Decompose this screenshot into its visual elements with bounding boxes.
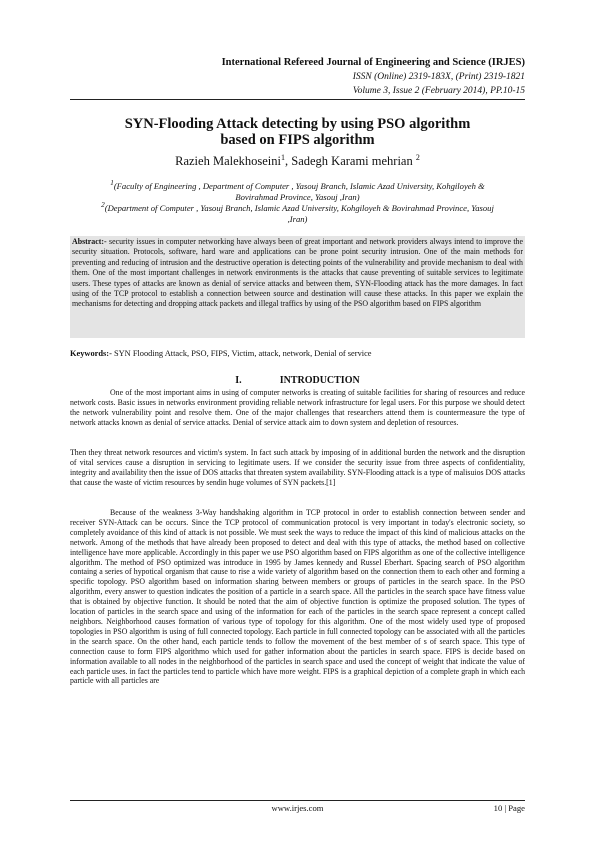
author-2: Sadegh Karami mehrian <box>291 154 413 169</box>
section-heading <box>70 375 525 386</box>
affiliation-2-text: (Department of Computer , Yasouj Branch, Islamic Azad University, Kohgiloyeh & Bovirahmad Province, Yasouj ,Iran) <box>104 202 494 224</box>
footer-url: www.irjes.com <box>271 803 324 813</box>
paragraph-1 <box>70 388 525 428</box>
journal-volume: Volume 3, Issue 2 (February 2014), PP.10-15 <box>352 86 525 96</box>
author-1: Razieh Malekhoseini <box>175 154 281 169</box>
journal-name: International Refereed Journal of Engineering and Science (IRJES) <box>221 57 525 68</box>
paragraph-2-text: Then they threat network resources and victim's system. In fact such attack by imposing of in additional burden the network and the disruption of vital services cause a disruption in servicing to legitimate users. If we consider the security issue from three aspects of confidentiality, integrity and availability then the issue of DOS attacks that threaten system availability. SYN-Flooding attack is a type of malisuios DOS attacks that cause the waste of victim resources by sendin huge volumes of SYN packets.[1] <box>70 448 525 487</box>
footer-divider <box>70 800 525 801</box>
keywords-label: Keywords:- <box>70 349 112 358</box>
keywords-text: SYN Flooding Attack, PSO, FIPS, Victim, attack, network, Denial of service <box>111 349 372 358</box>
author-1-sup: 1 <box>281 153 285 162</box>
affiliation-1-text: (Faculty of Engineering , Department of Computer , Yasouj Branch, Islamic Azad University, Kohgiloyeh & Bovirahmad Province, Yasouj ,Iran) <box>113 180 485 202</box>
affiliation-1-sup: 1 <box>110 179 114 187</box>
abstract-box <box>70 236 525 338</box>
paragraph-3-text: Because of the weakness 3-Way handshaking algorithm in TCP protocol in order to establish connection between sender and receiver SYN-Attack can be occurs. Since the TCP protocol of communication protocol is very important in today's electronic society, so completely avoidance of this kind of attack is not possible. We must seek the ways to reduce the impact of this kind of malicious attacks on the network. Among of the methods that have already been proposed to detect and deal with this type of attacks, the method based on collective intelligence have more applicable. Accordingly in this paper we use PSO algorithm based on FIPS algorithm as one of the collective intelligence algorithm. The method of PSO optimized was introduce in 1995 by James kennedy and Russel Eberhart. Spacing search of PSO algorithm containg a series of hypotical organism that cause to rise a wide variety of algorithm based on the connection them to each other and forming a specific topology. PSO algorithm based on information sharing between members or groups of particles in the search space. In the PSO algorithm, every answer to question indicates the position of a particle in a search space. All the particles in the search space have fitness value that is obtained by objective function. It should be noted that the aim of objective function is optimize the proposed solution. The types of location of particles in the search space and using of the information for each of the particles in the search space represent a concept called neighbors. Neighborhood causes formation of various type of topology for this algorithm. One of the most widely used type of proposed topologies in PSO algorithm is using of full connected topology. Each particle in full connected topology can be associated with all the particles in the search space. On the other hand, each particle tends to follow the movement of the best member of s of search space. This type of connection cause to form FIPS algorithmo which used for gather information about the particles in search space. FIPS is decide based on information available to all nodes in the neighborhood of the particles in search space and used the concept of weight that indicate the value of each particle uses. in fact the particles tend to particle which have more weight. FIPS is a graphical depiction of a complete graph in which each particle with all particles are <box>70 508 525 686</box>
section-title: INTRODUCTION <box>279 375 360 386</box>
paragraph-1-text: One of the most important aims in using of computer networks is creating of suitable facilities for sharing of resources and reduce network costs. Basic issues in networks environment providing reliable network infrastructure for legal users. For this purpose we should detect the network vulnerability point and resolve them. One of the major challenges that researchers attend them is countermeasure the type of network attacks known as denial of service attacks. Denial of service attack aim to down system and depletion of resources. <box>70 388 525 427</box>
paragraph-3 <box>70 508 525 686</box>
keywords <box>70 349 525 358</box>
title-line-2: based on FIPS algorithm <box>220 132 375 148</box>
author-separator: , <box>285 154 292 169</box>
title-line-1: SYN-Flooding Attack detecting by using PSO algorithm <box>124 116 471 132</box>
abstract-label: Abstract:- <box>72 237 107 246</box>
paragraph-2 <box>70 448 525 488</box>
author-2-sup: 2 <box>415 153 420 162</box>
journal-issn: ISSN (Online) 2319-183X, (Print) 2319-1821 <box>352 72 525 82</box>
affiliation-2 <box>95 200 500 225</box>
paper-title <box>70 116 525 148</box>
author-list <box>70 153 525 169</box>
section-number: I. <box>235 375 242 386</box>
header-divider <box>70 99 525 100</box>
affiliation-2-sup: 2 <box>101 201 105 209</box>
footer-page-number: 10 | Page <box>493 803 525 813</box>
abstract-text: security issues in computer networking have always been of great important and network providers always intend to improve the security situation. Protocols, software, hard ware and applications can be prone point security intrusion. One of the main methods for preventing and reducing of intrusion and the destructive operation is detecting points of the vulnerability and provide mechanism to deal with them. One of the most important challenges in network environments is the attacks that cause preventing of suitable services to legitimate users. These types of attacks are known as denial of service attacks and between them, SYN-Flooding attack has the more damages. In fact using of the TCP protocol to establish a connection between source and destination will cause these attacks. In this paper we explain the mechanisms for detecting and dropping attack packets and illegal traffics by using of the PSO algorithm based on FIPS algorithm <box>72 237 523 309</box>
